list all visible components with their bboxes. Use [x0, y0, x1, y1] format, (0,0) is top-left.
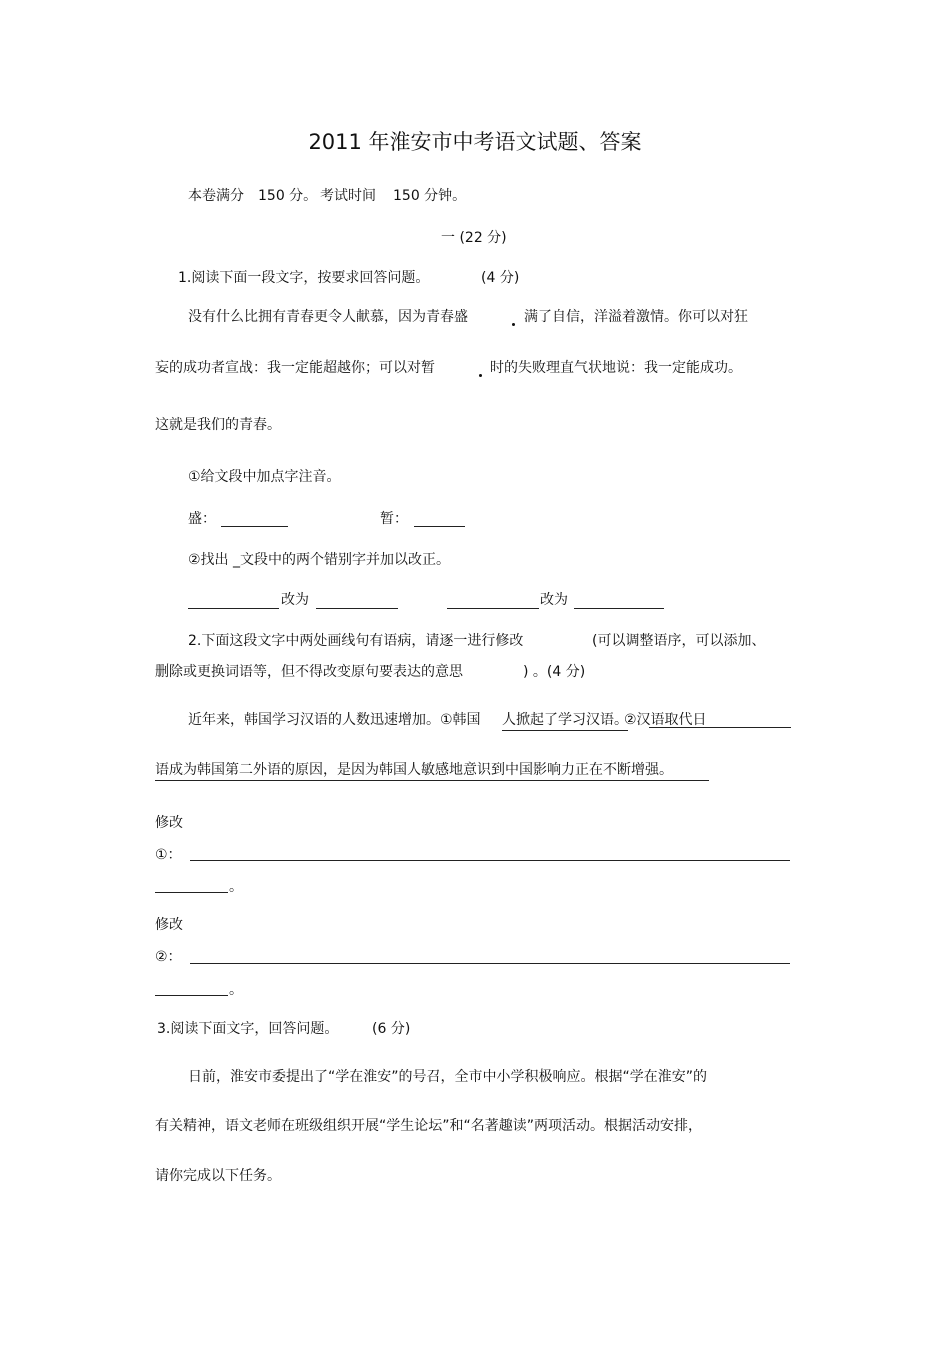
fix2-number: ②：	[155, 949, 182, 965]
q2-para1-c: ②汉语取代日	[624, 712, 707, 728]
zan-label: 暂：	[380, 511, 408, 527]
fix2-label: 修改	[155, 917, 183, 933]
fix2-end: 。	[229, 982, 243, 998]
correct-char-blank-2[interactable]	[574, 608, 664, 609]
fix1-end: 。	[229, 879, 243, 895]
q3-line2: 有关精神，语文老师在班级组织开展“学生论坛”和“名著趣读”两项活动。根据活动安排，	[155, 1118, 703, 1134]
intro-time: 150 分钟。	[393, 188, 467, 204]
q1-para-line2b: 时的失败理直气状地说：我一定能成功。	[490, 360, 742, 376]
wrong-char-blank-1[interactable]	[188, 608, 279, 609]
emphasis-dot	[479, 374, 482, 377]
q1-para-line1b: 满了自信，洋溢着激情。你可以对狂	[524, 309, 748, 325]
sheng-answer-blank[interactable]	[221, 526, 288, 527]
intro-text-b: 考试时间	[320, 188, 376, 204]
gaiwei-label-2: 改为	[540, 592, 568, 608]
q3-score: (6 分)	[372, 1021, 411, 1037]
intro-text-a: 本卷满分	[188, 188, 244, 204]
wrong-char-blank-2[interactable]	[447, 608, 539, 609]
q2-heading2-b: ) 。(4 分)	[523, 664, 586, 680]
emphasis-dot	[512, 323, 515, 326]
q1-score: (4 分)	[481, 270, 520, 286]
correct-char-blank-1[interactable]	[316, 608, 398, 609]
q2-heading-b: (可以调整语序，可以添加、	[592, 633, 766, 649]
q1-sub2: ②找出 _文段中的两个错别字并加以改正。	[188, 552, 450, 568]
q1-sub1: ①给文段中加点字注音。	[188, 469, 341, 485]
fix2-answer-line-cont[interactable]	[155, 995, 228, 996]
q3-heading: 3.阅读下面文字，回答问题。	[157, 1021, 339, 1037]
q1-para-line3: 这就是我们的青春。	[155, 417, 281, 433]
q3-line1: 日前，淮安市委提出了“学在淮安”的号召，全市中小学积极响应。根据“学在淮安”的	[188, 1069, 708, 1085]
sheng-label: 盛：	[188, 511, 216, 527]
underline-sentence-2-start	[649, 727, 791, 728]
intro-score: 150 分。	[258, 188, 318, 204]
q3-line3: 请你完成以下任务。	[155, 1168, 281, 1184]
zan-answer-blank[interactable]	[414, 526, 465, 527]
q2-underlined-sentence-2: 语成为韩国第二外语的原因，是因为韩国人敏感地意识到中国影响力正在不断增强。	[155, 760, 709, 781]
fix1-number: ①：	[155, 847, 182, 863]
q2-heading2-a: 删除或更换词语等，但不得改变原句要表达的意思	[155, 664, 463, 680]
q2-heading-a: 2.下面这段文字中两处画线句有语病，请逐一进行修改	[188, 633, 524, 649]
q2-para1-a: 近年来，韩国学习汉语的人数迅速增加。①韩国	[188, 712, 481, 728]
q1-para-line1a: 没有什么比拥有青春更令人献慕，因为青春盛	[188, 309, 468, 325]
q1-heading: 1.阅读下面一段文字，按要求回答问题。	[178, 270, 430, 286]
fix2-answer-line[interactable]	[190, 963, 790, 964]
page-title: 2011 年淮安市中考语文试题、答案	[308, 130, 642, 154]
gaiwei-label-1: 改为	[281, 592, 309, 608]
section-heading: 一 (22 分)	[441, 230, 507, 246]
q1-para-line2a: 妄的成功者宣战：我一定能超越你；可以对暂	[155, 360, 435, 376]
fix1-answer-line-cont[interactable]	[155, 892, 228, 893]
fix1-label: 修改	[155, 815, 183, 831]
fix1-answer-line[interactable]	[190, 860, 790, 861]
q2-underlined-sentence-1: 人掀起了学习汉语。	[502, 710, 628, 731]
